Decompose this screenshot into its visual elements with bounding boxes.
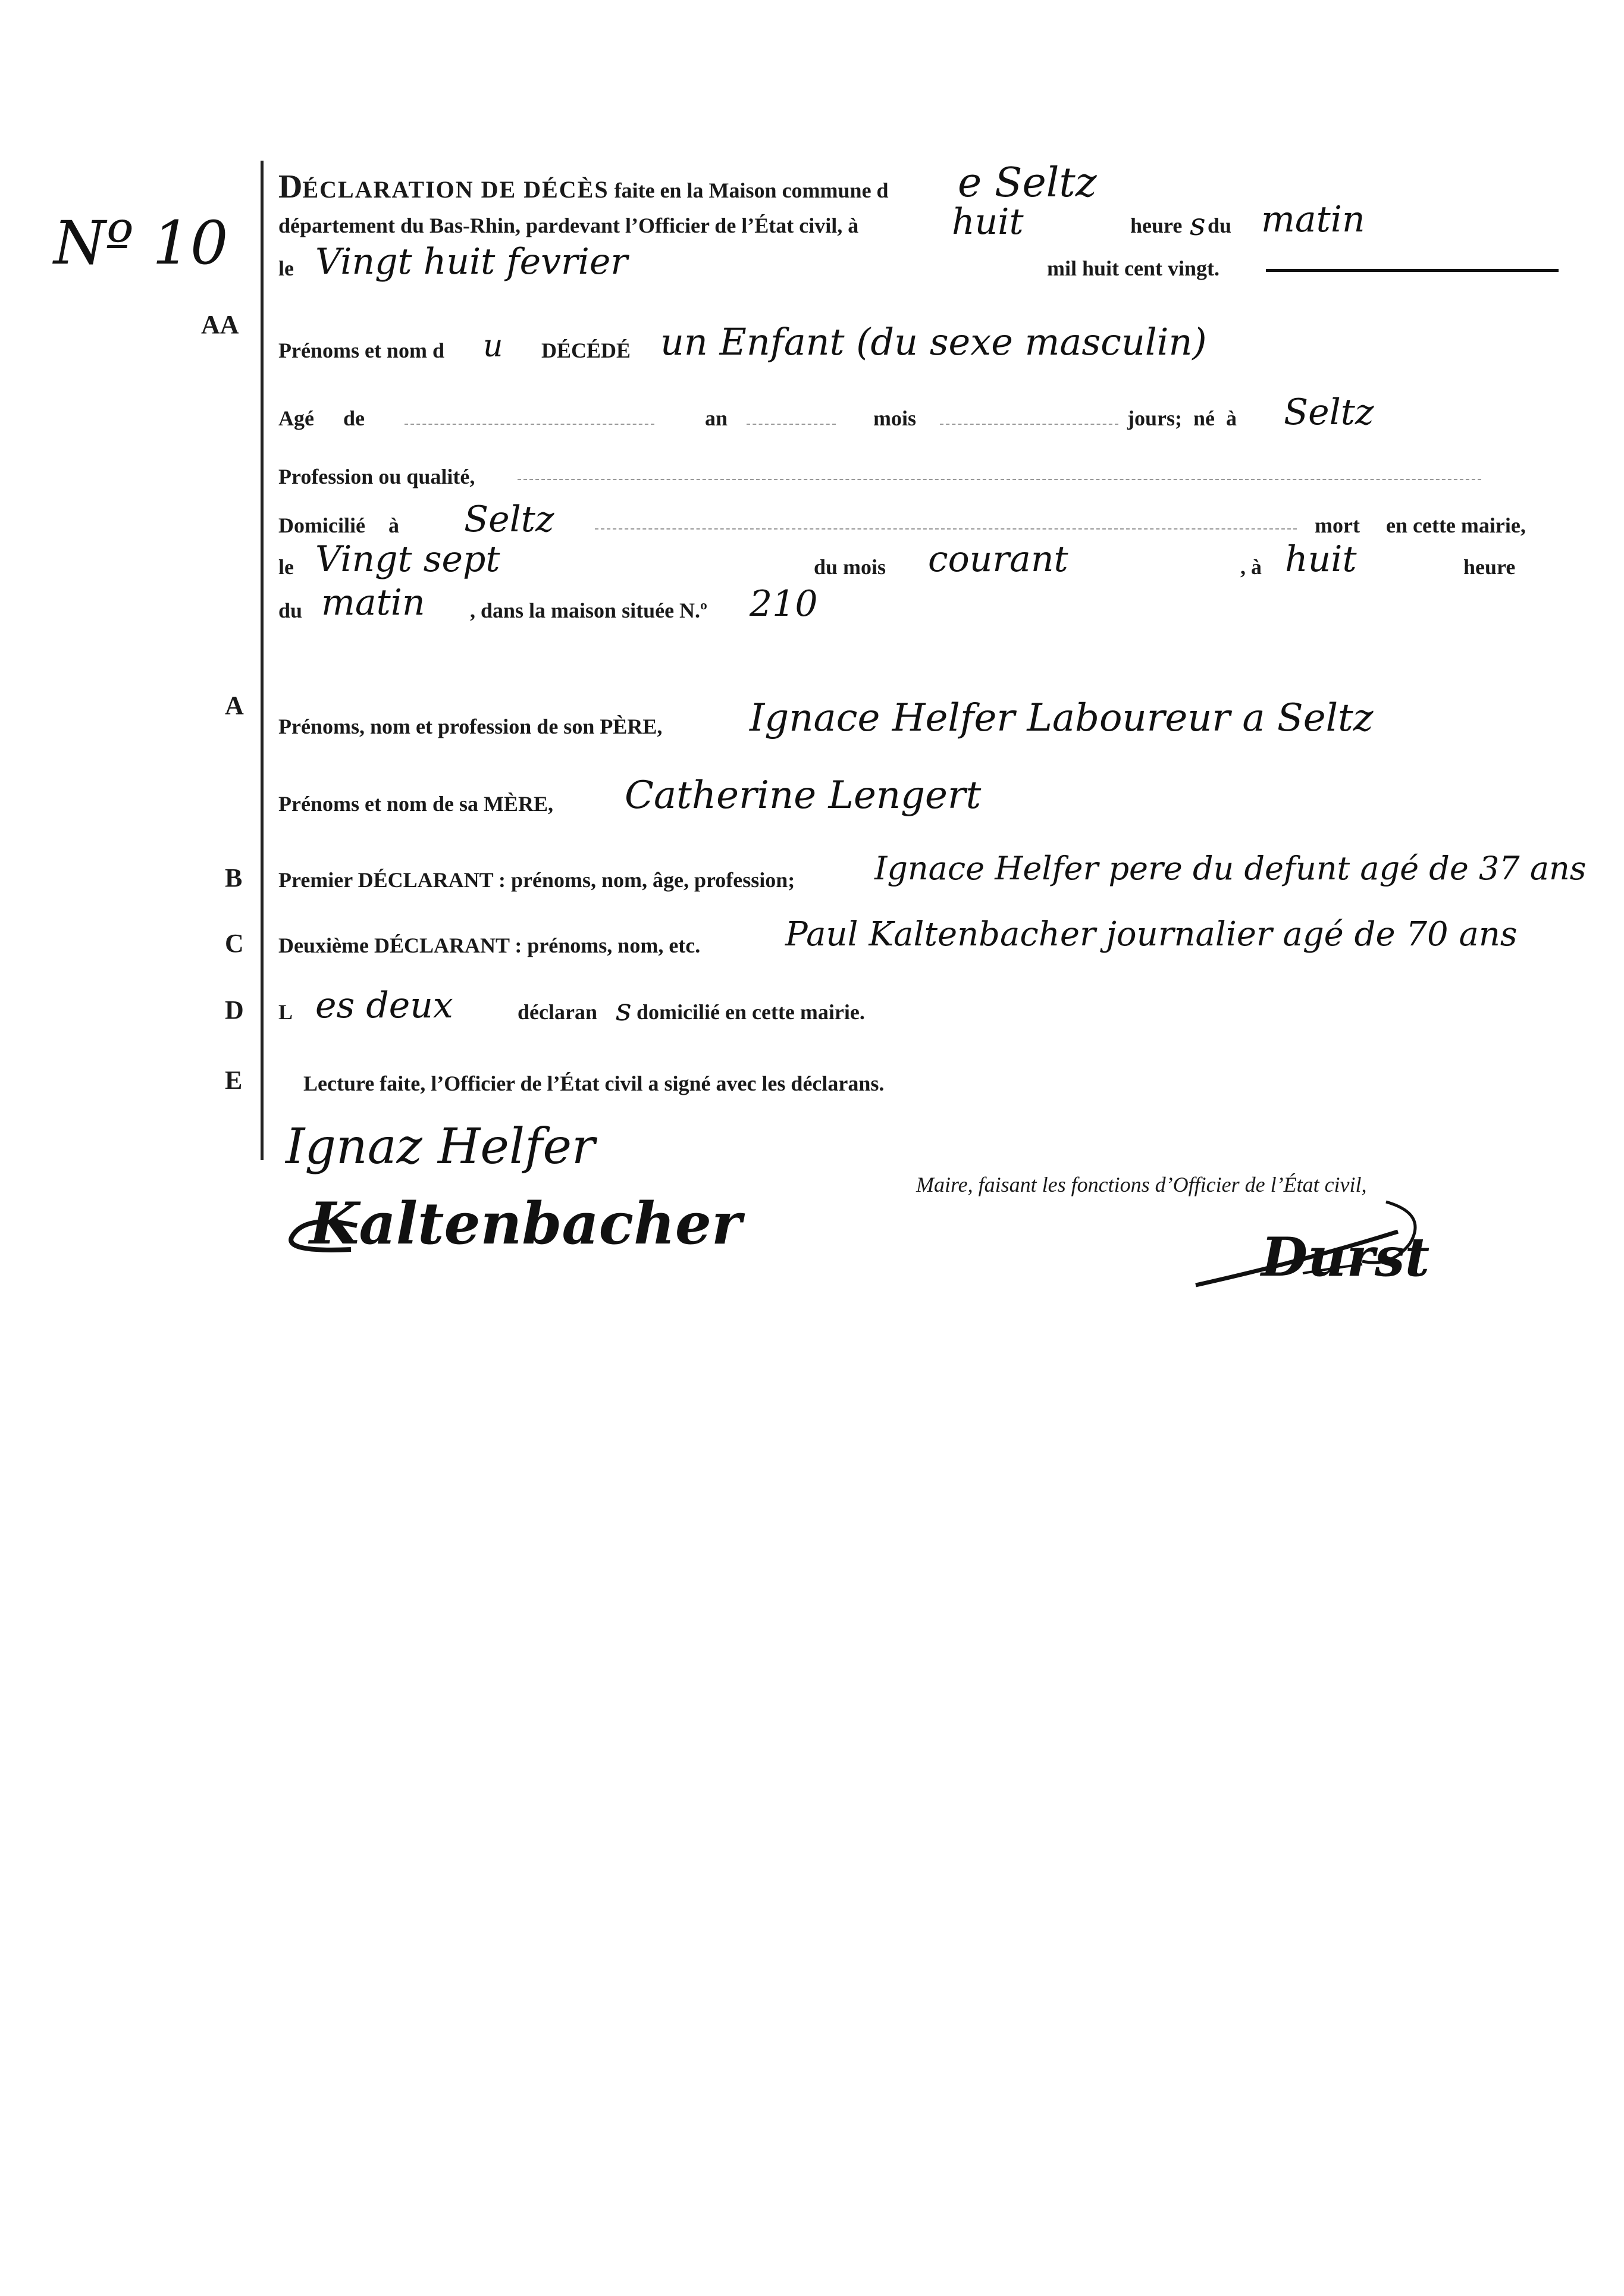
domicile-line — [595, 528, 1297, 530]
declarant1-label: Premier DÉCLARANT : prénoms, nom, âge, profession; — [278, 868, 795, 892]
declarant1-signature: Ignaz Helfer — [286, 1119, 595, 1175]
header-year-rule — [1266, 269, 1559, 272]
mayor-signature: Durst — [1261, 1226, 1430, 1289]
mother-handwritten: Catherine Lengert — [625, 773, 982, 817]
both-l-label: L — [278, 1000, 293, 1024]
header-year-text: mil huit cent vingt. — [1047, 256, 1220, 280]
death-a-label: , à — [1240, 555, 1262, 579]
declaration-date-handwritten: Vingt huit fevrier — [315, 241, 628, 283]
profession-line — [518, 479, 1481, 480]
deceased-label-post: DÉCÉDÉ — [541, 339, 631, 362]
margin-letter-a: A — [225, 691, 244, 720]
age-days-line — [940, 424, 1118, 425]
declaration-hour-handwritten: huit — [952, 201, 1024, 243]
declarant2-label: Deuxième DÉCLARANT : prénoms, nom, etc. — [278, 934, 701, 957]
death-le-label: le — [278, 555, 294, 579]
death-du-label: du — [278, 599, 303, 622]
age-label: Agé de — [278, 406, 365, 430]
both-declaran-label: déclaran — [518, 1000, 597, 1024]
age-months-line — [747, 424, 836, 425]
commune-handwritten: e Seltz — [958, 159, 1097, 206]
profession-label: Profession ou qualité, — [278, 465, 475, 488]
lecture-text: Lecture faite, l’Officier de l’État civil a signé avec les déclarans. — [303, 1072, 885, 1095]
deceased-name-handwritten: un Enfant (du sexe masculin) — [660, 320, 1207, 364]
form-title — [278, 168, 889, 206]
death-period-handwritten: matin — [321, 582, 425, 624]
declarant2-signature: Kaltenbacher — [309, 1190, 742, 1257]
deceased-label-pre: Prénoms et nom d — [278, 339, 444, 362]
margin-letter-b: B — [225, 863, 243, 892]
declarant2-handwritten: Paul Kaltenbacher journalier agé de 70 ans — [785, 915, 1518, 954]
header-line2-text: département du Bas-Rhin, pardevant l’Officier de l’État civil, à — [278, 214, 859, 237]
mayor-caption: Maire, faisant les fonctions d’Officier de l’État civil, — [916, 1173, 1367, 1196]
mayor-flourish — [1184, 1190, 1434, 1297]
header-le-label: le — [278, 256, 294, 280]
title-rest: ÉCLARATION DE DÉCÈS — [302, 176, 609, 203]
both-handwritten: es deux — [315, 985, 453, 1026]
margin-letter-e: E — [225, 1066, 243, 1095]
house-number-handwritten: 210 — [750, 583, 818, 625]
margin-rule — [261, 161, 264, 1160]
margin-letter-c: C — [225, 929, 244, 958]
father-handwritten: Ignace Helfer Laboureur a Seltz — [750, 696, 1374, 740]
mairie-label: en cette mairie, — [1386, 513, 1526, 537]
death-date-handwritten: Vingt sept — [315, 538, 500, 580]
title-initial: D — [278, 168, 303, 205]
death-month-handwritten: courant — [928, 538, 1068, 580]
an-label: an — [705, 406, 728, 430]
deceased-article-handwritten: u — [483, 328, 503, 364]
header-du-label: du — [1208, 214, 1232, 237]
declaration-period-handwritten: matin — [1261, 199, 1365, 240]
jours-label: jours; né à — [1127, 406, 1237, 430]
birthplace-handwritten: Seltz — [1284, 391, 1374, 433]
domicile-handwritten: Seltz — [464, 499, 554, 540]
mother-label: Prénoms et nom de sa MÈRE, — [278, 792, 553, 816]
declarant1-handwritten: Ignace Helfer pere du defunt agé de 37 ans — [874, 850, 1587, 887]
father-label: Prénoms, nom et profession de son PÈRE, — [278, 715, 663, 738]
header-heure-suffix: s — [1190, 207, 1206, 243]
both-domicile-label: domicilié en cette mairie. — [637, 1000, 865, 1024]
age-years-line — [405, 424, 654, 425]
folio-number: Nº 10 — [54, 208, 228, 278]
header-heure-label: heure — [1130, 214, 1183, 237]
both-s-handwritten: s — [616, 992, 632, 1028]
house-label: , dans la maison située N.º — [470, 599, 707, 622]
mort-label: mort — [1315, 513, 1360, 537]
header-line1-text: faite en la Maison commune d — [614, 178, 889, 202]
du-mois-label: du mois — [814, 555, 886, 579]
declarant2-flourish — [280, 1220, 363, 1255]
margin-letter-aa: AA — [201, 310, 239, 339]
domicile-label: Domicilié à — [278, 513, 399, 537]
margin-letter-d: D — [225, 995, 244, 1025]
death-heure-label: heure — [1463, 555, 1516, 579]
mois-label: mois — [873, 406, 916, 430]
death-hour-handwritten: huit — [1285, 538, 1357, 580]
